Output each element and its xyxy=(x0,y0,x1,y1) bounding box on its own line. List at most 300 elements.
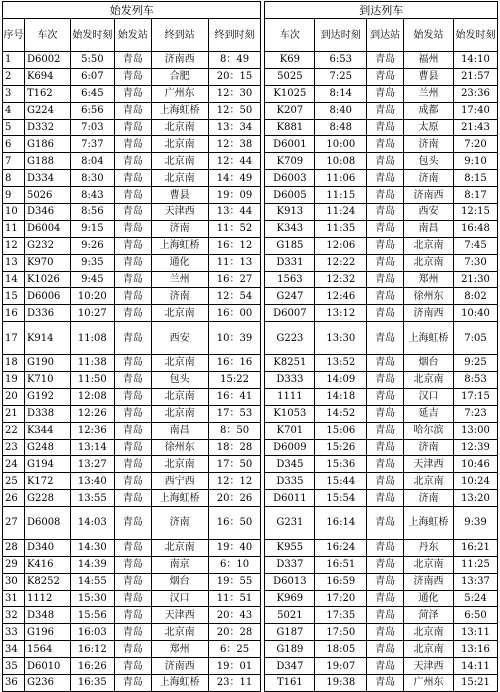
dep-time: 12:08 xyxy=(70,388,114,405)
arr-origin-time: 13:37 xyxy=(453,573,497,590)
arr-time: 19:38 xyxy=(315,674,367,691)
arr-station: 青岛 xyxy=(367,539,404,556)
arr-train: K1025 xyxy=(265,85,315,102)
arr-time: 16:14 xyxy=(315,507,367,540)
dep-arrive-time: 16：41 xyxy=(208,388,261,405)
dep-train: K970 xyxy=(24,254,70,271)
arr-time: 11:24 xyxy=(315,204,367,221)
dep-train: D348 xyxy=(24,607,70,624)
dep-train: D340 xyxy=(24,539,70,556)
arr-time: 11:35 xyxy=(315,220,367,237)
row-seq: 23 xyxy=(3,439,25,456)
departure-section-title: 始发列车 xyxy=(3,2,261,19)
arr-station: 青岛 xyxy=(367,607,404,624)
arr-train: D333 xyxy=(265,371,315,388)
dep-station: 青岛 xyxy=(114,237,151,254)
header-arr-time: 到达时刻 xyxy=(315,19,367,52)
dep-terminal: 济南 xyxy=(151,507,208,540)
dep-arrive-time: 17：50 xyxy=(208,456,261,473)
dep-terminal: 北京南 xyxy=(151,456,208,473)
arr-train: G189 xyxy=(265,641,315,658)
arr-origin-time: 9:25 xyxy=(453,355,497,372)
row-seq: 33 xyxy=(3,624,25,641)
dep-arrive-time: 13：44 xyxy=(208,204,261,221)
table-row xyxy=(3,388,498,405)
arr-train: G247 xyxy=(265,288,315,305)
dep-train: 1112 xyxy=(24,590,70,607)
dep-time: 9:45 xyxy=(70,271,114,288)
arr-time: 8:40 xyxy=(315,102,367,119)
row-seq: 14 xyxy=(3,271,25,288)
table-row xyxy=(3,288,498,305)
row-seq: 7 xyxy=(3,153,25,170)
arr-time: 14:52 xyxy=(315,405,367,422)
dep-train: K710 xyxy=(24,371,70,388)
arr-origin-time: 13:11 xyxy=(453,624,497,641)
row-seq: 25 xyxy=(3,473,25,490)
arr-train: 5025 xyxy=(265,68,315,85)
arr-origin: 上海虹桥 xyxy=(404,322,454,355)
header-seq: 序号 xyxy=(3,19,25,52)
arr-origin-time: 15:21 xyxy=(453,674,497,691)
dep-station: 青岛 xyxy=(114,658,151,675)
arr-origin: 北京南 xyxy=(404,371,454,388)
table-row xyxy=(3,68,498,85)
table-row xyxy=(3,556,498,573)
dep-train: 1564 xyxy=(24,641,70,658)
dep-time: 13:40 xyxy=(70,473,114,490)
arr-station: 青岛 xyxy=(367,355,404,372)
arr-origin-time: 7:20 xyxy=(453,136,497,153)
header-arr-train: 车次 xyxy=(265,19,315,52)
arr-train: 5021 xyxy=(265,607,315,624)
dep-terminal: 通化 xyxy=(151,254,208,271)
arr-station: 青岛 xyxy=(367,254,404,271)
arr-origin: 济南 xyxy=(404,136,454,153)
arr-time: 15:54 xyxy=(315,490,367,507)
arr-origin-time: 16:48 xyxy=(453,220,497,237)
arr-train: K207 xyxy=(265,102,315,119)
row-seq: 9 xyxy=(3,187,25,204)
arr-origin: 成都 xyxy=(404,102,454,119)
dep-arrive-time: 16：50 xyxy=(208,507,261,540)
table-row xyxy=(3,322,498,355)
dep-arrive-time: 12：54 xyxy=(208,288,261,305)
dep-station: 青岛 xyxy=(114,271,151,288)
arr-station: 青岛 xyxy=(367,507,404,540)
arr-station: 青岛 xyxy=(367,490,404,507)
row-seq: 17 xyxy=(3,322,25,355)
arr-train: K69 xyxy=(265,52,315,69)
dep-arrive-time: 8：49 xyxy=(208,52,261,69)
table-row xyxy=(3,658,498,675)
arr-origin: 延吉 xyxy=(404,405,454,422)
dep-arrive-time: 17：53 xyxy=(208,405,261,422)
dep-train: G192 xyxy=(24,388,70,405)
dep-station: 青岛 xyxy=(114,405,151,422)
arr-time: 8:14 xyxy=(315,85,367,102)
arr-train: K955 xyxy=(265,539,315,556)
arr-origin: 北京南 xyxy=(404,556,454,573)
arr-time: 8:48 xyxy=(315,119,367,136)
arr-origin: 菏泽 xyxy=(404,607,454,624)
dep-train: D336 xyxy=(24,305,70,322)
dep-train: G228 xyxy=(24,490,70,507)
arr-station: 青岛 xyxy=(367,322,404,355)
arr-origin: 济南西 xyxy=(404,573,454,590)
dep-station: 青岛 xyxy=(114,102,151,119)
dep-arrive-time: 19：55 xyxy=(208,573,261,590)
dep-time: 15:56 xyxy=(70,607,114,624)
dep-time: 16:03 xyxy=(70,624,114,641)
table-row xyxy=(3,305,498,322)
arr-time: 13:52 xyxy=(315,355,367,372)
arr-train: D347 xyxy=(265,658,315,675)
dep-train: 5026 xyxy=(24,187,70,204)
table-row xyxy=(3,490,498,507)
dep-arrive-time: 20：43 xyxy=(208,607,261,624)
dep-terminal: 南昌 xyxy=(151,422,208,439)
dep-terminal: 济南西 xyxy=(151,52,208,69)
arr-origin-time: 21:57 xyxy=(453,68,497,85)
table-row xyxy=(3,507,498,540)
row-seq: 21 xyxy=(3,405,25,422)
dep-train: D6006 xyxy=(24,288,70,305)
header-arr-origin-time: 始发时刻 xyxy=(453,19,497,52)
header-dep-station: 始发站 xyxy=(114,19,151,52)
arr-time: 14:18 xyxy=(315,388,367,405)
dep-train: K8252 xyxy=(24,573,70,590)
dep-train: D334 xyxy=(24,170,70,187)
dep-arrive-time: 20：26 xyxy=(208,490,261,507)
arr-time: 15:44 xyxy=(315,473,367,490)
arr-time: 12:32 xyxy=(315,271,367,288)
arr-station: 青岛 xyxy=(367,271,404,288)
table-row xyxy=(3,624,498,641)
dep-station: 青岛 xyxy=(114,624,151,641)
dep-train: G196 xyxy=(24,624,70,641)
arr-origin: 哈尔滨 xyxy=(404,422,454,439)
dep-terminal: 烟台 xyxy=(151,573,208,590)
dep-arrive-time: 16：16 xyxy=(208,355,261,372)
dep-station: 青岛 xyxy=(114,305,151,322)
table-row xyxy=(3,220,498,237)
arr-train: K701 xyxy=(265,422,315,439)
arr-origin-time: 14:10 xyxy=(453,52,497,69)
arr-time: 13:12 xyxy=(315,305,367,322)
dep-terminal: 广州东 xyxy=(151,85,208,102)
arr-origin-time: 7:30 xyxy=(453,254,497,271)
arr-origin-time: 17:40 xyxy=(453,102,497,119)
arr-origin-time: 8:17 xyxy=(453,187,497,204)
arr-train: D6003 xyxy=(265,170,315,187)
arr-origin-time: 10:24 xyxy=(453,473,497,490)
dep-time: 16:35 xyxy=(70,674,114,691)
dep-terminal: 北京南 xyxy=(151,388,208,405)
dep-terminal: 包头 xyxy=(151,371,208,388)
dep-terminal: 上海虹桥 xyxy=(151,674,208,691)
dep-arrive-time: 16：00 xyxy=(208,305,261,322)
dep-station: 青岛 xyxy=(114,220,151,237)
arr-train: D6005 xyxy=(265,187,315,204)
arr-origin: 郑州 xyxy=(404,271,454,288)
dep-train: G232 xyxy=(24,237,70,254)
arr-station: 青岛 xyxy=(367,590,404,607)
row-seq: 32 xyxy=(3,607,25,624)
row-seq: 24 xyxy=(3,456,25,473)
arr-origin: 天津西 xyxy=(404,456,454,473)
dep-train: D338 xyxy=(24,405,70,422)
arr-train: 1563 xyxy=(265,271,315,288)
row-seq: 16 xyxy=(3,305,25,322)
arr-origin: 济南西 xyxy=(404,305,454,322)
dep-time: 8:56 xyxy=(70,204,114,221)
arr-train: D331 xyxy=(265,254,315,271)
arr-train: G231 xyxy=(265,507,315,540)
arr-train: K8251 xyxy=(265,355,315,372)
table-row xyxy=(3,85,498,102)
table-row xyxy=(3,456,498,473)
table-row xyxy=(3,254,498,271)
arr-origin-time: 9:10 xyxy=(453,153,497,170)
dep-arrive-time: 20：15 xyxy=(208,68,261,85)
arr-origin: 西安 xyxy=(404,204,454,221)
table-row xyxy=(3,271,498,288)
dep-train: D6008 xyxy=(24,507,70,540)
row-seq: 2 xyxy=(3,68,25,85)
table-row xyxy=(3,641,498,658)
row-seq: 35 xyxy=(3,658,25,675)
arr-train: D335 xyxy=(265,473,315,490)
arr-time: 18:05 xyxy=(315,641,367,658)
dep-station: 青岛 xyxy=(114,85,151,102)
table-row xyxy=(3,355,498,372)
arr-station: 青岛 xyxy=(367,187,404,204)
arr-time: 17:20 xyxy=(315,590,367,607)
dep-terminal: 北京南 xyxy=(151,355,208,372)
arr-time: 19:07 xyxy=(315,658,367,675)
dep-station: 青岛 xyxy=(114,490,151,507)
dep-time: 11:38 xyxy=(70,355,114,372)
dep-arrive-time: 13：34 xyxy=(208,119,261,136)
dep-train: G248 xyxy=(24,439,70,456)
arr-origin: 北京南 xyxy=(404,641,454,658)
arr-origin-time: 8:15 xyxy=(453,170,497,187)
dep-terminal: 南京 xyxy=(151,556,208,573)
dep-arrive-time: 6：25 xyxy=(208,641,261,658)
arr-station: 青岛 xyxy=(367,573,404,590)
arr-origin: 济南 xyxy=(404,439,454,456)
dep-terminal: 西安 xyxy=(151,322,208,355)
arr-time: 12:46 xyxy=(315,288,367,305)
arr-time: 6:53 xyxy=(315,52,367,69)
arr-train: K1053 xyxy=(265,405,315,422)
dep-terminal: 上海虹桥 xyxy=(151,102,208,119)
row-seq: 6 xyxy=(3,136,25,153)
arr-station: 青岛 xyxy=(367,136,404,153)
dep-time: 16:12 xyxy=(70,641,114,658)
row-seq: 15 xyxy=(3,288,25,305)
row-seq: 13 xyxy=(3,254,25,271)
table-row xyxy=(3,473,498,490)
dep-terminal: 济南 xyxy=(151,288,208,305)
table-row xyxy=(3,539,498,556)
row-seq: 19 xyxy=(3,371,25,388)
dep-train: G190 xyxy=(24,355,70,372)
arr-origin: 兰州 xyxy=(404,85,454,102)
arrival-section-title: 到达列车 xyxy=(265,2,498,19)
arr-origin-time: 7:45 xyxy=(453,237,497,254)
arr-origin: 烟台 xyxy=(404,355,454,372)
arr-origin-time: 23:36 xyxy=(453,85,497,102)
arr-time: 14:09 xyxy=(315,371,367,388)
dep-terminal: 上海虹桥 xyxy=(151,490,208,507)
dep-time: 13:27 xyxy=(70,456,114,473)
dep-arrive-time: 12：12 xyxy=(208,473,261,490)
row-seq: 26 xyxy=(3,490,25,507)
dep-arrive-time: 12：44 xyxy=(208,153,261,170)
dep-station: 青岛 xyxy=(114,322,151,355)
dep-station: 青岛 xyxy=(114,288,151,305)
train-timetable xyxy=(2,1,498,692)
dep-terminal: 济南西 xyxy=(151,658,208,675)
arr-time: 15:36 xyxy=(315,456,367,473)
arr-train: D345 xyxy=(265,456,315,473)
table-row xyxy=(3,439,498,456)
row-seq: 11 xyxy=(3,220,25,237)
arr-station: 青岛 xyxy=(367,456,404,473)
dep-arrive-time: 18：28 xyxy=(208,439,261,456)
dep-train: D6002 xyxy=(24,52,70,69)
arr-train: K709 xyxy=(265,153,315,170)
table-row xyxy=(3,405,498,422)
dep-train: G224 xyxy=(24,102,70,119)
dep-station: 青岛 xyxy=(114,371,151,388)
dep-terminal: 西宁西 xyxy=(151,473,208,490)
arr-station: 青岛 xyxy=(367,119,404,136)
row-seq: 29 xyxy=(3,556,25,573)
dep-terminal: 北京南 xyxy=(151,539,208,556)
dep-arrive-time: 19：09 xyxy=(208,187,261,204)
arr-origin: 北京南 xyxy=(404,473,454,490)
arr-time: 16:51 xyxy=(315,556,367,573)
dep-time: 8:43 xyxy=(70,187,114,204)
dep-arrive-time: 8：50 xyxy=(208,422,261,439)
dep-terminal: 北京南 xyxy=(151,624,208,641)
dep-station: 青岛 xyxy=(114,187,151,204)
dep-arrive-time: 20：28 xyxy=(208,624,261,641)
row-seq: 20 xyxy=(3,388,25,405)
dep-time: 11:08 xyxy=(70,322,114,355)
dep-time: 6:56 xyxy=(70,102,114,119)
arr-origin: 南昌 xyxy=(404,220,454,237)
dep-arrive-time: 10：39 xyxy=(208,322,261,355)
row-seq: 22 xyxy=(3,422,25,439)
arr-train: D6007 xyxy=(265,305,315,322)
arr-origin-time: 21:30 xyxy=(453,271,497,288)
arr-station: 青岛 xyxy=(367,624,404,641)
table-row xyxy=(3,590,498,607)
dep-time: 8:30 xyxy=(70,170,114,187)
table-row xyxy=(3,170,498,187)
arr-time: 16:24 xyxy=(315,539,367,556)
table-row xyxy=(3,136,498,153)
dep-station: 青岛 xyxy=(114,170,151,187)
arr-train: D6009 xyxy=(265,439,315,456)
arr-origin-time: 10:40 xyxy=(453,305,497,322)
dep-terminal: 郑州 xyxy=(151,641,208,658)
table-row xyxy=(3,573,498,590)
dep-terminal: 北京南 xyxy=(151,136,208,153)
table-row xyxy=(3,674,498,691)
dep-arrive-time: 19：01 xyxy=(208,658,261,675)
arr-origin-time: 11:25 xyxy=(453,556,497,573)
arr-origin-time: 16:21 xyxy=(453,539,497,556)
arr-train: D6013 xyxy=(265,573,315,590)
dep-time: 13:55 xyxy=(70,490,114,507)
dep-arrive-time: 15:22 xyxy=(208,371,261,388)
dep-terminal: 北京南 xyxy=(151,405,208,422)
dep-station: 青岛 xyxy=(114,539,151,556)
arr-station: 青岛 xyxy=(367,204,404,221)
arr-time: 10:08 xyxy=(315,153,367,170)
arr-origin: 广州东 xyxy=(404,674,454,691)
header-dep-terminal: 终到站 xyxy=(151,19,208,52)
dep-terminal: 曹县 xyxy=(151,187,208,204)
arr-origin: 汉口 xyxy=(404,388,454,405)
dep-train: K694 xyxy=(24,68,70,85)
dep-arrive-time: 16：27 xyxy=(208,271,261,288)
table-row xyxy=(3,153,498,170)
arr-origin-time: 13:00 xyxy=(453,422,497,439)
dep-station: 青岛 xyxy=(114,422,151,439)
arr-time: 15:26 xyxy=(315,439,367,456)
dep-station: 青岛 xyxy=(114,674,151,691)
dep-time: 14:03 xyxy=(70,507,114,540)
arr-origin-time: 14:11 xyxy=(453,658,497,675)
arr-train: D6001 xyxy=(265,136,315,153)
arr-origin: 北京南 xyxy=(404,254,454,271)
arr-station: 青岛 xyxy=(367,305,404,322)
dep-time: 7:37 xyxy=(70,136,114,153)
dep-terminal: 北京南 xyxy=(151,305,208,322)
row-seq: 34 xyxy=(3,641,25,658)
timetable-table xyxy=(2,1,498,692)
dep-time: 15:30 xyxy=(70,590,114,607)
arr-origin-time: 17:15 xyxy=(453,388,497,405)
dep-train: K344 xyxy=(24,422,70,439)
table-row xyxy=(3,607,498,624)
row-seq: 12 xyxy=(3,237,25,254)
arr-origin-time: 8:53 xyxy=(453,371,497,388)
dep-train: G186 xyxy=(24,136,70,153)
dep-station: 青岛 xyxy=(114,388,151,405)
arr-train: T161 xyxy=(265,674,315,691)
row-seq: 5 xyxy=(3,119,25,136)
arr-origin-time: 9:39 xyxy=(453,507,497,540)
dep-time: 9:26 xyxy=(70,237,114,254)
timetable-body xyxy=(3,52,498,692)
arr-station: 青岛 xyxy=(367,288,404,305)
arr-origin: 北京南 xyxy=(404,624,454,641)
arr-station: 青岛 xyxy=(367,405,404,422)
arr-origin: 北京南 xyxy=(404,237,454,254)
arr-train: 1111 xyxy=(265,388,315,405)
dep-train: D346 xyxy=(24,204,70,221)
row-seq: 18 xyxy=(3,355,25,372)
header-dep-arrive-time: 终到时刻 xyxy=(208,19,261,52)
arr-time: 13:30 xyxy=(315,322,367,355)
